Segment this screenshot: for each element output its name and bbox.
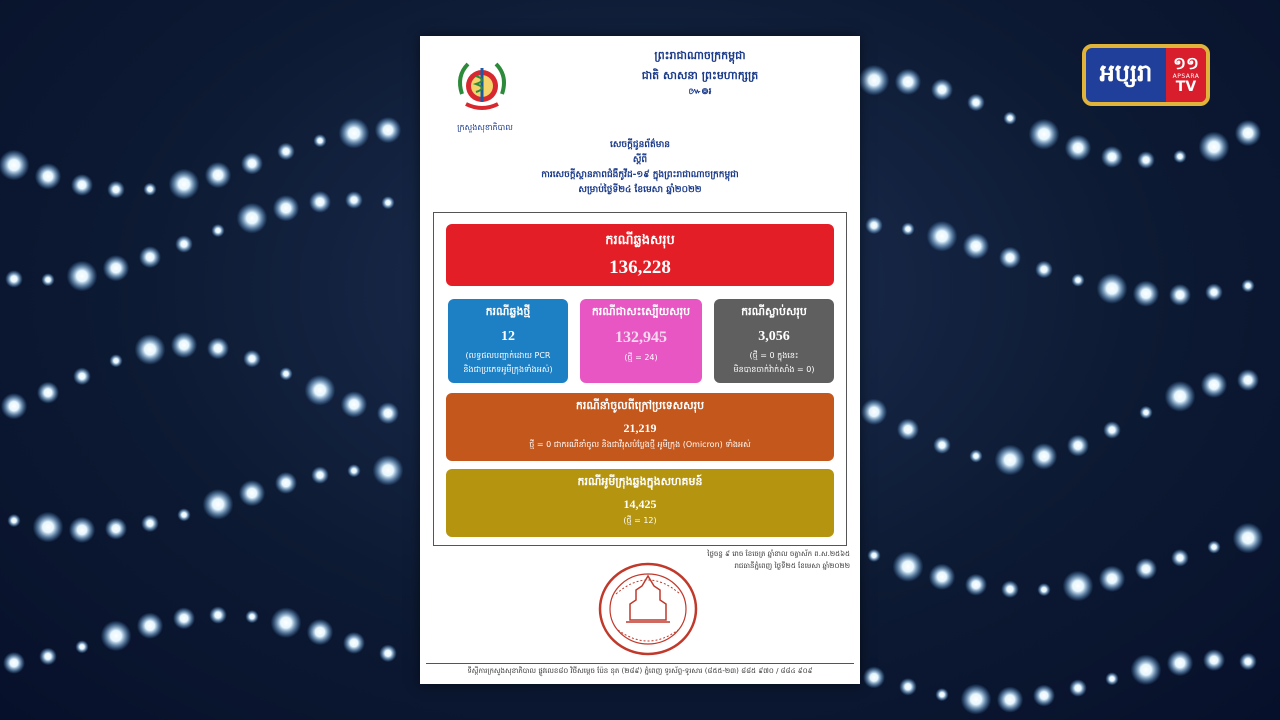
- light-dot: [1101, 146, 1123, 168]
- light-dot: [339, 118, 370, 149]
- light-dot: [995, 445, 1026, 476]
- light-dot: [1235, 120, 1261, 146]
- light-dot: [1167, 650, 1193, 676]
- lunar-date: ថ្ងៃចន្ទ ៩ រោច ខែចេត្រ ឆ្នាំខាល ចត្វាស័ក ព.ស.២៥៦៥: [707, 550, 850, 558]
- press-release-document: [420, 36, 860, 684]
- light-dot: [927, 221, 958, 252]
- light-dot: [33, 512, 64, 543]
- community-cases-card: [446, 469, 834, 537]
- light-dot: [241, 153, 263, 175]
- logo-number: ១១: [1173, 54, 1199, 74]
- light-dot: [1031, 443, 1057, 469]
- light-dot: [243, 350, 261, 368]
- ornament: ៚៙៛: [688, 87, 712, 97]
- apsara-tv-logo: [1082, 44, 1210, 106]
- light-dot: [171, 332, 197, 358]
- statistics-frame: [433, 212, 847, 546]
- light-dot: [1105, 672, 1118, 685]
- light-dot: [69, 517, 95, 543]
- new-cases-title: ករណីឆ្លងថ្មី: [485, 305, 531, 318]
- light-dot: [67, 261, 98, 292]
- light-dot: [41, 273, 54, 286]
- deaths-note-line: (ថ្មី = 0 ក្នុងនេះ: [749, 351, 799, 360]
- light-dot: [205, 162, 231, 188]
- total-cases-value: 136,228: [609, 257, 671, 278]
- light-dot: [997, 686, 1023, 712]
- light-dot: [1033, 685, 1055, 707]
- light-dot: [0, 150, 29, 181]
- light-dot: [211, 224, 224, 237]
- notice-header: [480, 138, 800, 198]
- light-dot: [381, 196, 394, 209]
- total-cases-title: ករណីឆ្លងសរុប: [605, 233, 675, 248]
- light-dot: [135, 334, 166, 365]
- imported-note: ថ្មី = 0 ជាករណីនាំចូល និងជាវីរុសបំប្លែងថ្មី អូមីក្រុង (Omicron) ទាំងអស់: [529, 440, 751, 449]
- official-seal-icon: [596, 560, 700, 658]
- light-dot: [865, 217, 883, 235]
- community-title: ករណីអូមីក្រុងឆ្លងក្នុងសហគមន៍: [577, 475, 703, 488]
- light-dot: [313, 134, 326, 147]
- new-cases-value: 12: [501, 329, 515, 344]
- logo-text: អប្សរា: [1099, 58, 1153, 87]
- light-dot: [1205, 283, 1223, 301]
- light-dot: [373, 455, 404, 486]
- light-dot: [39, 648, 57, 666]
- light-dot: [305, 375, 336, 406]
- recovered-card: [580, 299, 702, 383]
- light-dot: [279, 367, 292, 380]
- notice-line: សេចក្តីជូនព័ត៌មាន: [610, 140, 670, 150]
- community-note: (ថ្មី = 12): [623, 516, 657, 525]
- light-dot: [863, 666, 885, 688]
- light-dot: [341, 391, 367, 417]
- light-dot: [209, 606, 227, 624]
- light-dot: [1239, 653, 1257, 671]
- light-dot: [1173, 150, 1186, 163]
- light-dot: [969, 449, 982, 462]
- notice-line: ការសេចក្តីស្ថានភាពជំងឺកូវីដ-១៩ ក្នុងព្រះរាជាណាចក្រកម្ពុជា: [541, 170, 739, 180]
- light-dot: [1207, 540, 1220, 553]
- light-dot: [1099, 566, 1125, 592]
- ministry-of-health-emblem-icon: [452, 54, 512, 116]
- light-dot: [1241, 279, 1254, 292]
- recovered-note: (ថ្មី = 24): [624, 353, 658, 362]
- deaths-note: [714, 349, 834, 377]
- light-dot: [37, 382, 59, 404]
- light-dot: [893, 551, 924, 582]
- deaths-title: ករណីស្លាប់សរុប: [741, 305, 807, 318]
- light-dot: [1137, 151, 1155, 169]
- light-dot: [861, 399, 887, 425]
- light-dot: [1203, 649, 1225, 671]
- light-dot: [1029, 119, 1060, 150]
- light-dot: [307, 619, 333, 645]
- deaths-card: [714, 299, 834, 383]
- light-dot: [859, 65, 890, 96]
- light-dot: [275, 472, 297, 494]
- light-dot: [1, 393, 27, 419]
- light-dot: [141, 515, 159, 533]
- light-dot: [169, 169, 200, 200]
- light-dot: [867, 549, 880, 562]
- light-dot: [173, 607, 195, 629]
- light-dot: [933, 436, 951, 454]
- light-dot: [1071, 274, 1084, 287]
- light-dot: [345, 191, 363, 209]
- light-dot: [1037, 583, 1050, 596]
- light-dot: [277, 143, 295, 161]
- light-dot: [379, 644, 397, 662]
- light-dot: [343, 632, 365, 654]
- community-value: 14,425: [623, 497, 657, 511]
- light-dot: [1001, 580, 1019, 598]
- imported-cases-card: [446, 393, 834, 461]
- light-dot: [1165, 381, 1196, 412]
- light-dot: [137, 613, 163, 639]
- light-dot: [35, 163, 61, 189]
- light-dot: [175, 235, 193, 253]
- light-dot: [73, 367, 91, 385]
- deaths-value: 3,056: [758, 329, 790, 344]
- light-dot: [207, 337, 229, 359]
- recovered-title: ករណីជាសះស្បើយសរុប: [591, 305, 691, 318]
- light-dot: [347, 464, 360, 477]
- light-dot: [897, 418, 919, 440]
- light-dot: [143, 183, 156, 196]
- total-cases-card: [446, 224, 834, 286]
- light-dot: [71, 174, 93, 196]
- light-dot: [1199, 132, 1230, 163]
- notice-line: ស្តីពី: [632, 155, 648, 165]
- light-dot: [929, 564, 955, 590]
- light-dot: [895, 69, 921, 95]
- light-dot: [377, 402, 399, 424]
- light-dot: [965, 574, 987, 596]
- logo-sub: APSARA: [1172, 73, 1200, 80]
- light-dot: [1063, 571, 1094, 602]
- kingdom-line: ព្រះរាជាណាចក្រកម្ពុជា: [654, 49, 746, 62]
- light-dot: [237, 203, 268, 234]
- light-dot: [239, 480, 265, 506]
- light-dot: [967, 94, 985, 112]
- light-dot: [963, 233, 989, 259]
- light-dot: [1139, 406, 1152, 419]
- new-cases-note: [448, 349, 568, 377]
- ministry-name: ក្រសួងសុខាភិបាល: [457, 123, 513, 132]
- light-dot: [1133, 280, 1159, 306]
- light-dot: [103, 255, 129, 281]
- light-dot: [935, 688, 948, 701]
- light-dot: [1131, 654, 1162, 685]
- light-dot: [899, 678, 917, 696]
- recovered-value: 132,945: [615, 329, 667, 346]
- notice-line: សម្រាប់ថ្ងៃទី២៤ ខែមេសា ឆ្នាំ២០២២: [578, 185, 702, 195]
- kingdom-header: [550, 46, 850, 98]
- light-dot: [1169, 284, 1191, 306]
- motto-line: ជាតិ សាសនា ព្រះមហាក្សត្រ: [641, 69, 759, 82]
- light-dot: [101, 620, 132, 651]
- light-dot: [931, 79, 953, 101]
- light-dot: [901, 222, 914, 235]
- solar-date: រាជធានីភ្នំពេញ ថ្ងៃទី២៥ ខែមេសា ឆ្នាំ២០២២: [734, 562, 850, 570]
- imported-title: ករណីនាំចូលពីក្រៅប្រទេសសរុប: [575, 399, 705, 412]
- light-dot: [961, 684, 992, 715]
- light-dot: [7, 514, 20, 527]
- light-dot: [245, 610, 258, 623]
- light-dot: [139, 246, 161, 268]
- light-dot: [1003, 112, 1016, 125]
- light-dot: [3, 652, 25, 674]
- light-dot: [1171, 549, 1189, 567]
- light-dot: [1237, 369, 1259, 391]
- deaths-note-line: មិនបានចាក់វ៉ាក់សាំង = 0): [733, 365, 815, 374]
- light-dot: [1067, 435, 1089, 457]
- light-dot: [5, 270, 23, 288]
- light-dot: [75, 640, 88, 653]
- logo-tv: TV: [1175, 79, 1197, 95]
- light-dot: [109, 354, 122, 367]
- new-cases-card: [448, 299, 568, 383]
- light-dot: [999, 247, 1021, 269]
- light-dot: [273, 195, 299, 221]
- light-dot: [1103, 421, 1121, 439]
- light-dot: [309, 191, 331, 213]
- light-dot: [311, 466, 329, 484]
- light-dot: [375, 117, 401, 143]
- light-dot: [1069, 679, 1087, 697]
- new-cases-note-line: (លទ្ធផលបញ្ជាក់ដោយ PCR: [465, 351, 551, 360]
- new-cases-note-line: និងជាប្រភេទអូមីក្រុងទាំងអស់): [463, 365, 553, 374]
- light-dot: [271, 607, 302, 638]
- light-dot: [1065, 135, 1091, 161]
- light-dot: [107, 181, 125, 199]
- light-dot: [105, 518, 127, 540]
- light-dot: [1097, 273, 1128, 304]
- document-footer: ទីស្តីការក្រសួងសុខាភិបាល ផ្លូវលេខ៨០ វិថីសម្តេច ប៉ែន នុត (២៨៩) ភ្នំពេញ ទូរស័ព្ទ-ទូរសារ (៨៥៥-២៣) ៨៨៥ ៩៧០ / ៨៨៤ ៩០៩: [426, 663, 854, 677]
- light-dot: [1201, 372, 1227, 398]
- light-dot: [1233, 523, 1264, 554]
- light-dot: [1035, 261, 1053, 279]
- light-dot: [177, 508, 190, 521]
- logo-number-block: [1166, 48, 1206, 102]
- light-dot: [203, 489, 234, 520]
- imported-value: 21,219: [623, 421, 657, 435]
- light-dot: [1135, 558, 1157, 580]
